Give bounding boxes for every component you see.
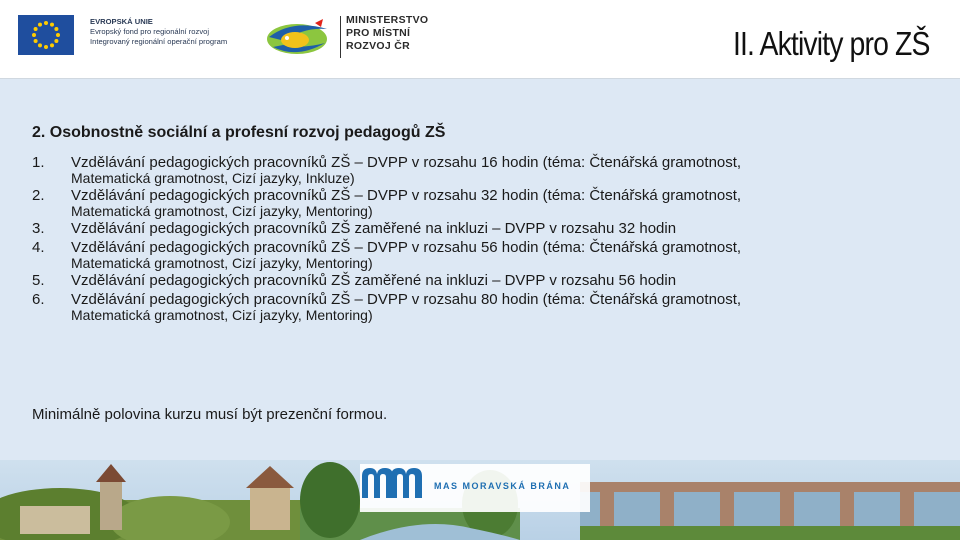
eu-logo-line-3: Integrovaný regionální operační program — [90, 37, 228, 46]
list-item-continuation: Matematická gramotnost, Cizí jazyky, Mentoring) — [71, 203, 373, 219]
mas-label: MAS MORAVSKÁ BRÁNA — [434, 481, 571, 491]
mmr-logo-line-2: PRO MÍSTNÍ — [346, 27, 411, 39]
list-item-number: 5. — [32, 272, 45, 289]
eu-flag-icon — [18, 15, 74, 55]
mas-logo — [360, 464, 590, 512]
list-item-number: 1. — [32, 154, 45, 171]
eu-logo-line-1: EVROPSKÁ UNIE — [90, 17, 153, 26]
eu-logo-line-2: Evropský fond pro regionální rozvoj — [90, 27, 210, 36]
list-item — [32, 271, 912, 290]
list-item — [32, 238, 912, 270]
slide-title: II. Aktivity pro ZŠ — [733, 25, 930, 62]
list-item-text: Vzdělávání pedagogických pracovníků ZŠ – DVPP v rozsahu 80 hodin (téma: Čtenářská gramotnost, — [71, 291, 742, 308]
list-item — [32, 186, 912, 218]
list-item-number: 4. — [32, 239, 45, 256]
list-item — [32, 290, 912, 322]
slide-header — [0, 0, 960, 79]
list-item — [32, 219, 912, 238]
list-item-continuation: Matematická gramotnost, Cizí jazyky, Mentoring) — [71, 307, 373, 323]
footer-photo-strip — [0, 460, 960, 540]
list-item-number: 3. — [32, 220, 45, 237]
list-item-number: 6. — [32, 291, 45, 308]
requirement-note: Minimálně polovina kurzu musí být prezenční formou. — [32, 406, 388, 423]
activity-list — [32, 153, 912, 323]
eu-logo-text — [90, 17, 260, 47]
mmr-emblem-icon — [263, 15, 335, 61]
list-item — [32, 153, 912, 185]
mmr-logo-line-3: ROZVOJ ČR — [346, 40, 410, 52]
mmr-logo-text — [346, 14, 428, 53]
section-heading: 2. Osobnostně sociální a profesní rozvoj pedagogů ZŠ — [32, 124, 446, 141]
slide-content — [0, 79, 960, 460]
list-item-text: Vzdělávání pedagogických pracovníků ZŠ – DVPP v rozsahu 16 hodin (téma: Čtenářská gramotnost, — [71, 154, 742, 171]
mmr-logo-line-1: MINISTERSTVO — [346, 14, 429, 26]
list-item-text: Vzdělávání pedagogických pracovníků ZŠ – DVPP v rozsahu 32 hodin (téma: Čtenářská gramotnost, — [71, 187, 742, 204]
list-item-number: 2. — [32, 187, 45, 204]
mas-m-mark-icon — [360, 464, 424, 500]
list-item-text: Vzdělávání pedagogických pracovníků ZŠ zaměřené na inkluzi – DVPP v rozsahu 32 hodin — [71, 220, 677, 237]
logo-divider — [340, 16, 341, 58]
list-item-text: Vzdělávání pedagogických pracovníků ZŠ zaměřené na inkluzi – DVPP v rozsahu 56 hodin — [71, 272, 677, 289]
list-item-continuation: Matematická gramotnost, Cizí jazyky, Inkluze) — [71, 170, 355, 186]
list-item-text: Vzdělávání pedagogických pracovníků ZŠ – DVPP v rozsahu 56 hodin (téma: Čtenářská gramotnost, — [71, 239, 742, 256]
list-item-continuation: Matematická gramotnost, Cizí jazyky, Mentoring) — [71, 255, 373, 271]
